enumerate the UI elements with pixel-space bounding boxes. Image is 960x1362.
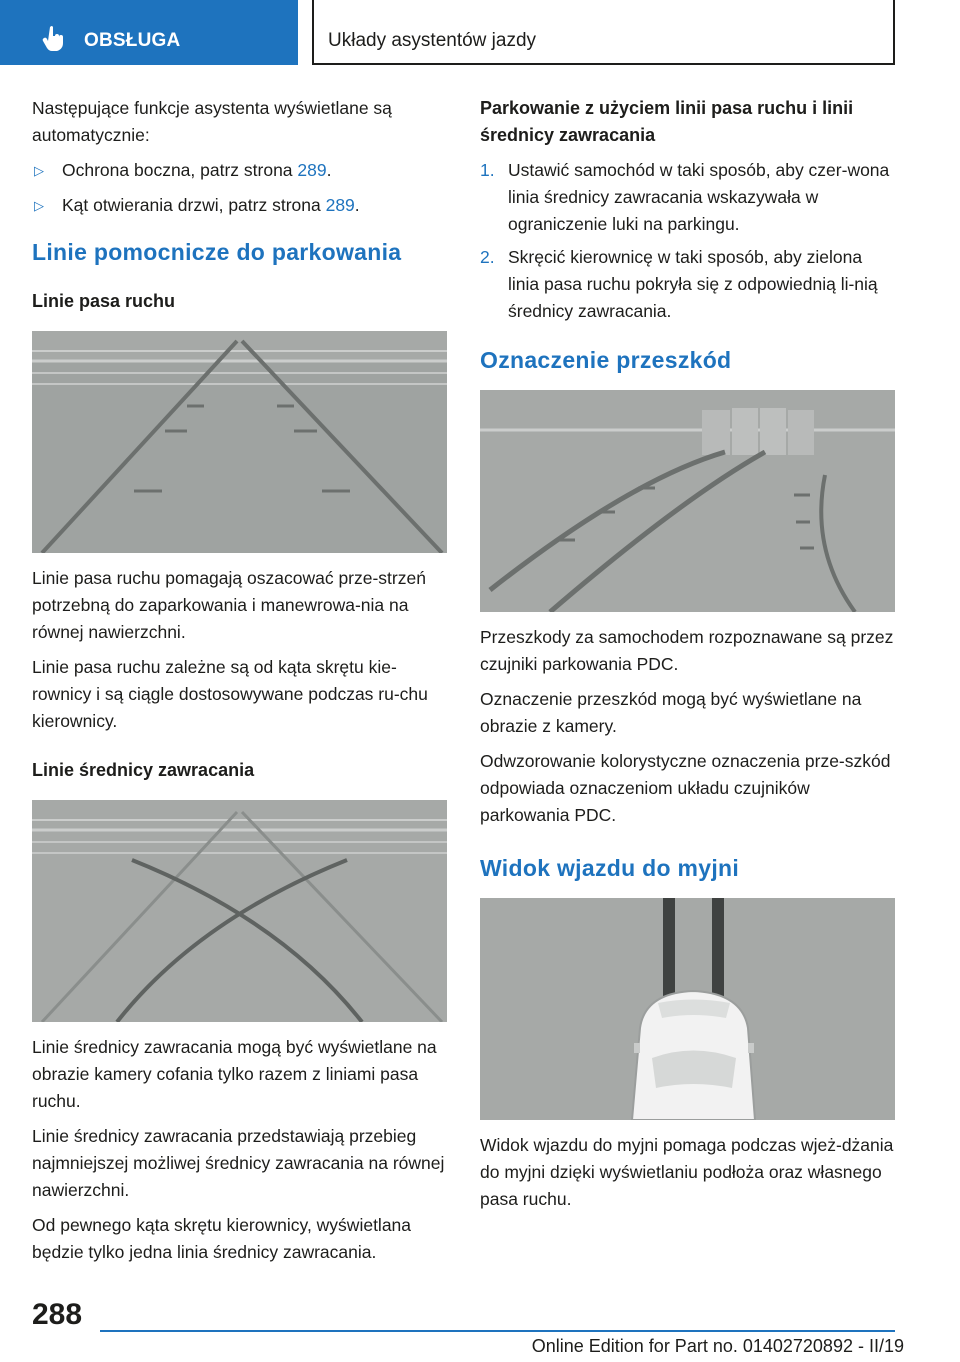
subsection-title: Linie pasa ruchu bbox=[32, 291, 176, 311]
step-item bbox=[480, 157, 898, 238]
bullet-item bbox=[32, 157, 450, 184]
section-label: OBSŁUGA bbox=[84, 30, 181, 51]
paragraph: Od pewnego kąta skrętu kierownicy, wyświetlana będzie tylko jedna linia średnicy zawracania. bbox=[32, 1215, 412, 1262]
triangle-bullet-icon: ▷ bbox=[34, 198, 44, 213]
chapter-title: Układy asystentów jazdy bbox=[328, 30, 537, 51]
page-link[interactable]: 289 bbox=[325, 195, 355, 215]
bullet-text: Ochrona boczna, patrz strona bbox=[62, 160, 298, 180]
obstacle-marking-figure bbox=[480, 390, 895, 612]
paragraph: Linie pasa ruchu pomagają oszacować prze-strzeń potrzebną do zaparkowania i manewrowa-nia na równej nawierzchni. bbox=[32, 568, 426, 642]
section-title: Oznaczenie przeszkód bbox=[480, 347, 732, 373]
turning-circle-figure bbox=[32, 800, 447, 1022]
bullet-end: . bbox=[354, 195, 360, 215]
left-column bbox=[32, 95, 450, 1274]
paragraph: Przeszkody za samochodem rozpoznawane są przez czujniki parkowania PDC. bbox=[480, 627, 894, 674]
step-text: Skręcić kierownicę w taki sposób, aby zielona linia pasa ruchu pokryła się z odpowiednią li-nią średnicy zawracania. bbox=[508, 247, 878, 321]
page-number: 288 bbox=[32, 1298, 83, 1331]
footer-divider bbox=[100, 1330, 895, 1332]
paragraph: Linie średnicy zawracania mogą być wyświetlane na obrazie kamery cofania tylko razem z liniami pasa ruchu. bbox=[32, 1037, 437, 1111]
hand-icon bbox=[42, 25, 66, 51]
triangle-bullet-icon: ▷ bbox=[34, 163, 44, 178]
paragraph: Odwzorowanie kolorystyczne oznaczenia prze-szkód odpowiada oznaczeniom układu czujników parkowania PDC. bbox=[480, 751, 891, 825]
intro-text: Następujące funkcje asystenta wyświetlane są automatycznie: bbox=[32, 98, 392, 145]
page-link[interactable]: 289 bbox=[297, 160, 327, 180]
bullet-item bbox=[32, 192, 450, 219]
paragraph: Linie średnicy zawracania przedstawiają przebieg najmniejszej możliwej średnicy zawracania na równej nawierzchni. bbox=[32, 1126, 445, 1200]
subsection-title: Parkowanie z użyciem linii pasa ruchu i linii średnicy zawracania bbox=[480, 98, 854, 145]
paragraph: Oznaczenie przeszkód mogą być wyświetlane na obrazie z kamery. bbox=[480, 689, 862, 736]
step-text: Ustawić samochód w taki sposób, aby czer-wona linia średnicy zawracania wskazywała w ograniczenie luki na parkingu. bbox=[508, 160, 890, 234]
paragraph: Linie pasa ruchu zależne są od kąta skrętu kie-rownicy i są ciągle dostosowywane podczas ru-chu kierownicy. bbox=[32, 657, 428, 731]
subsection-title: Linie średnicy zawracania bbox=[32, 760, 255, 780]
step-number: 1. bbox=[480, 160, 495, 180]
bullet-text: Kąt otwierania drzwi, patrz strona bbox=[62, 195, 326, 215]
section-tab bbox=[0, 0, 298, 65]
right-column bbox=[480, 95, 898, 1221]
section-title: Widok wjazdu do myjni bbox=[480, 855, 740, 881]
lane-lines-figure bbox=[32, 331, 447, 553]
step-item bbox=[480, 244, 898, 325]
chapter-header bbox=[312, 0, 895, 65]
step-number: 2. bbox=[480, 247, 495, 267]
bullet-end: . bbox=[326, 160, 332, 180]
car-wash-view-figure bbox=[480, 898, 895, 1120]
edition-text: Online Edition for Part no. 01402720892 - II/19 bbox=[531, 1336, 904, 1356]
section-title: Linie pomocnicze do parkowania bbox=[32, 239, 402, 265]
paragraph: Widok wjazdu do myjni pomaga podczas wjeż-dżania do myjni dzięki wyświetlaniu podłoża oraz własnego pasa ruchu. bbox=[480, 1135, 894, 1209]
car-icon bbox=[632, 991, 755, 1120]
